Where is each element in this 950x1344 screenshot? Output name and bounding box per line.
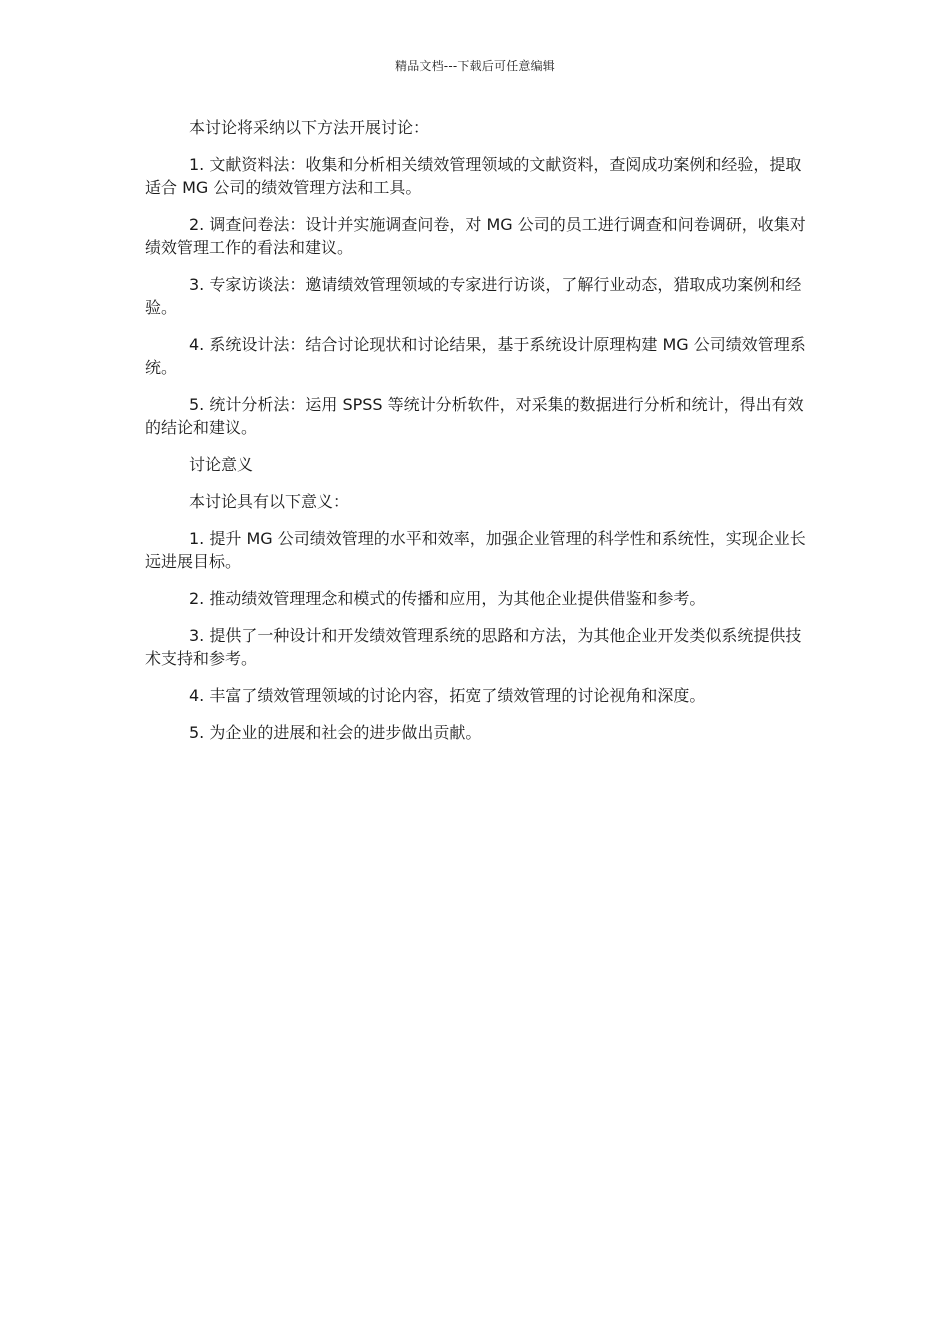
significance-intro: 本讨论具有以下意义： (189, 492, 350, 511)
significance-item-3: 3. 提供了一种设计和开发绩效管理系统的思路和方法，为其他企业开发类似系统提供技术支持和参考。 (145, 626, 802, 668)
document-body (145, 116, 809, 758)
significance-item-1: 1. 提升 MG 公司绩效管理的水平和效率，加强企业管理的科学性和系统性，实现企业长远进展目标。 (145, 529, 806, 571)
significance-item-2: 2. 推动绩效管理理念和模式的传播和应用，为其他企业提供借鉴和参考。 (189, 589, 706, 608)
section-heading-significance: 讨论意义 (189, 455, 254, 474)
method-intro: 本讨论将采纳以下方法开展讨论： (189, 118, 430, 137)
method-item-1: 1. 文献资料法：收集和分析相关绩效管理领域的文献资料，查阅成功案例和经验，提取适合 MG 公司的绩效管理方法和工具。 (145, 155, 802, 197)
method-item-5: 5. 统计分析法：运用 SPSS 等统计分析软件，对采集的数据进行分析和统计，得出有效的结论和建议。 (145, 395, 804, 437)
method-item-3: 3. 专家访谈法：邀请绩效管理领域的专家进行访谈，了解行业动态，猎取成功案例和经验。 (145, 275, 802, 317)
page-header: 精品文档---下载后可任意编辑 (395, 59, 555, 73)
significance-item-5: 5. 为企业的进展和社会的进步做出贡献。 (189, 723, 482, 742)
significance-item-4: 4. 丰富了绩效管理领域的讨论内容，拓宽了绩效管理的讨论视角和深度。 (189, 686, 706, 705)
method-item-4: 4. 系统设计法：结合讨论现状和讨论结果，基于系统设计原理构建 MG 公司绩效管理系统。 (145, 335, 806, 377)
method-item-2: 2. 调查问卷法：设计并实施调查问卷，对 MG 公司的员工进行调查和问卷调研，收集对绩效管理工作的看法和建议。 (145, 215, 806, 257)
